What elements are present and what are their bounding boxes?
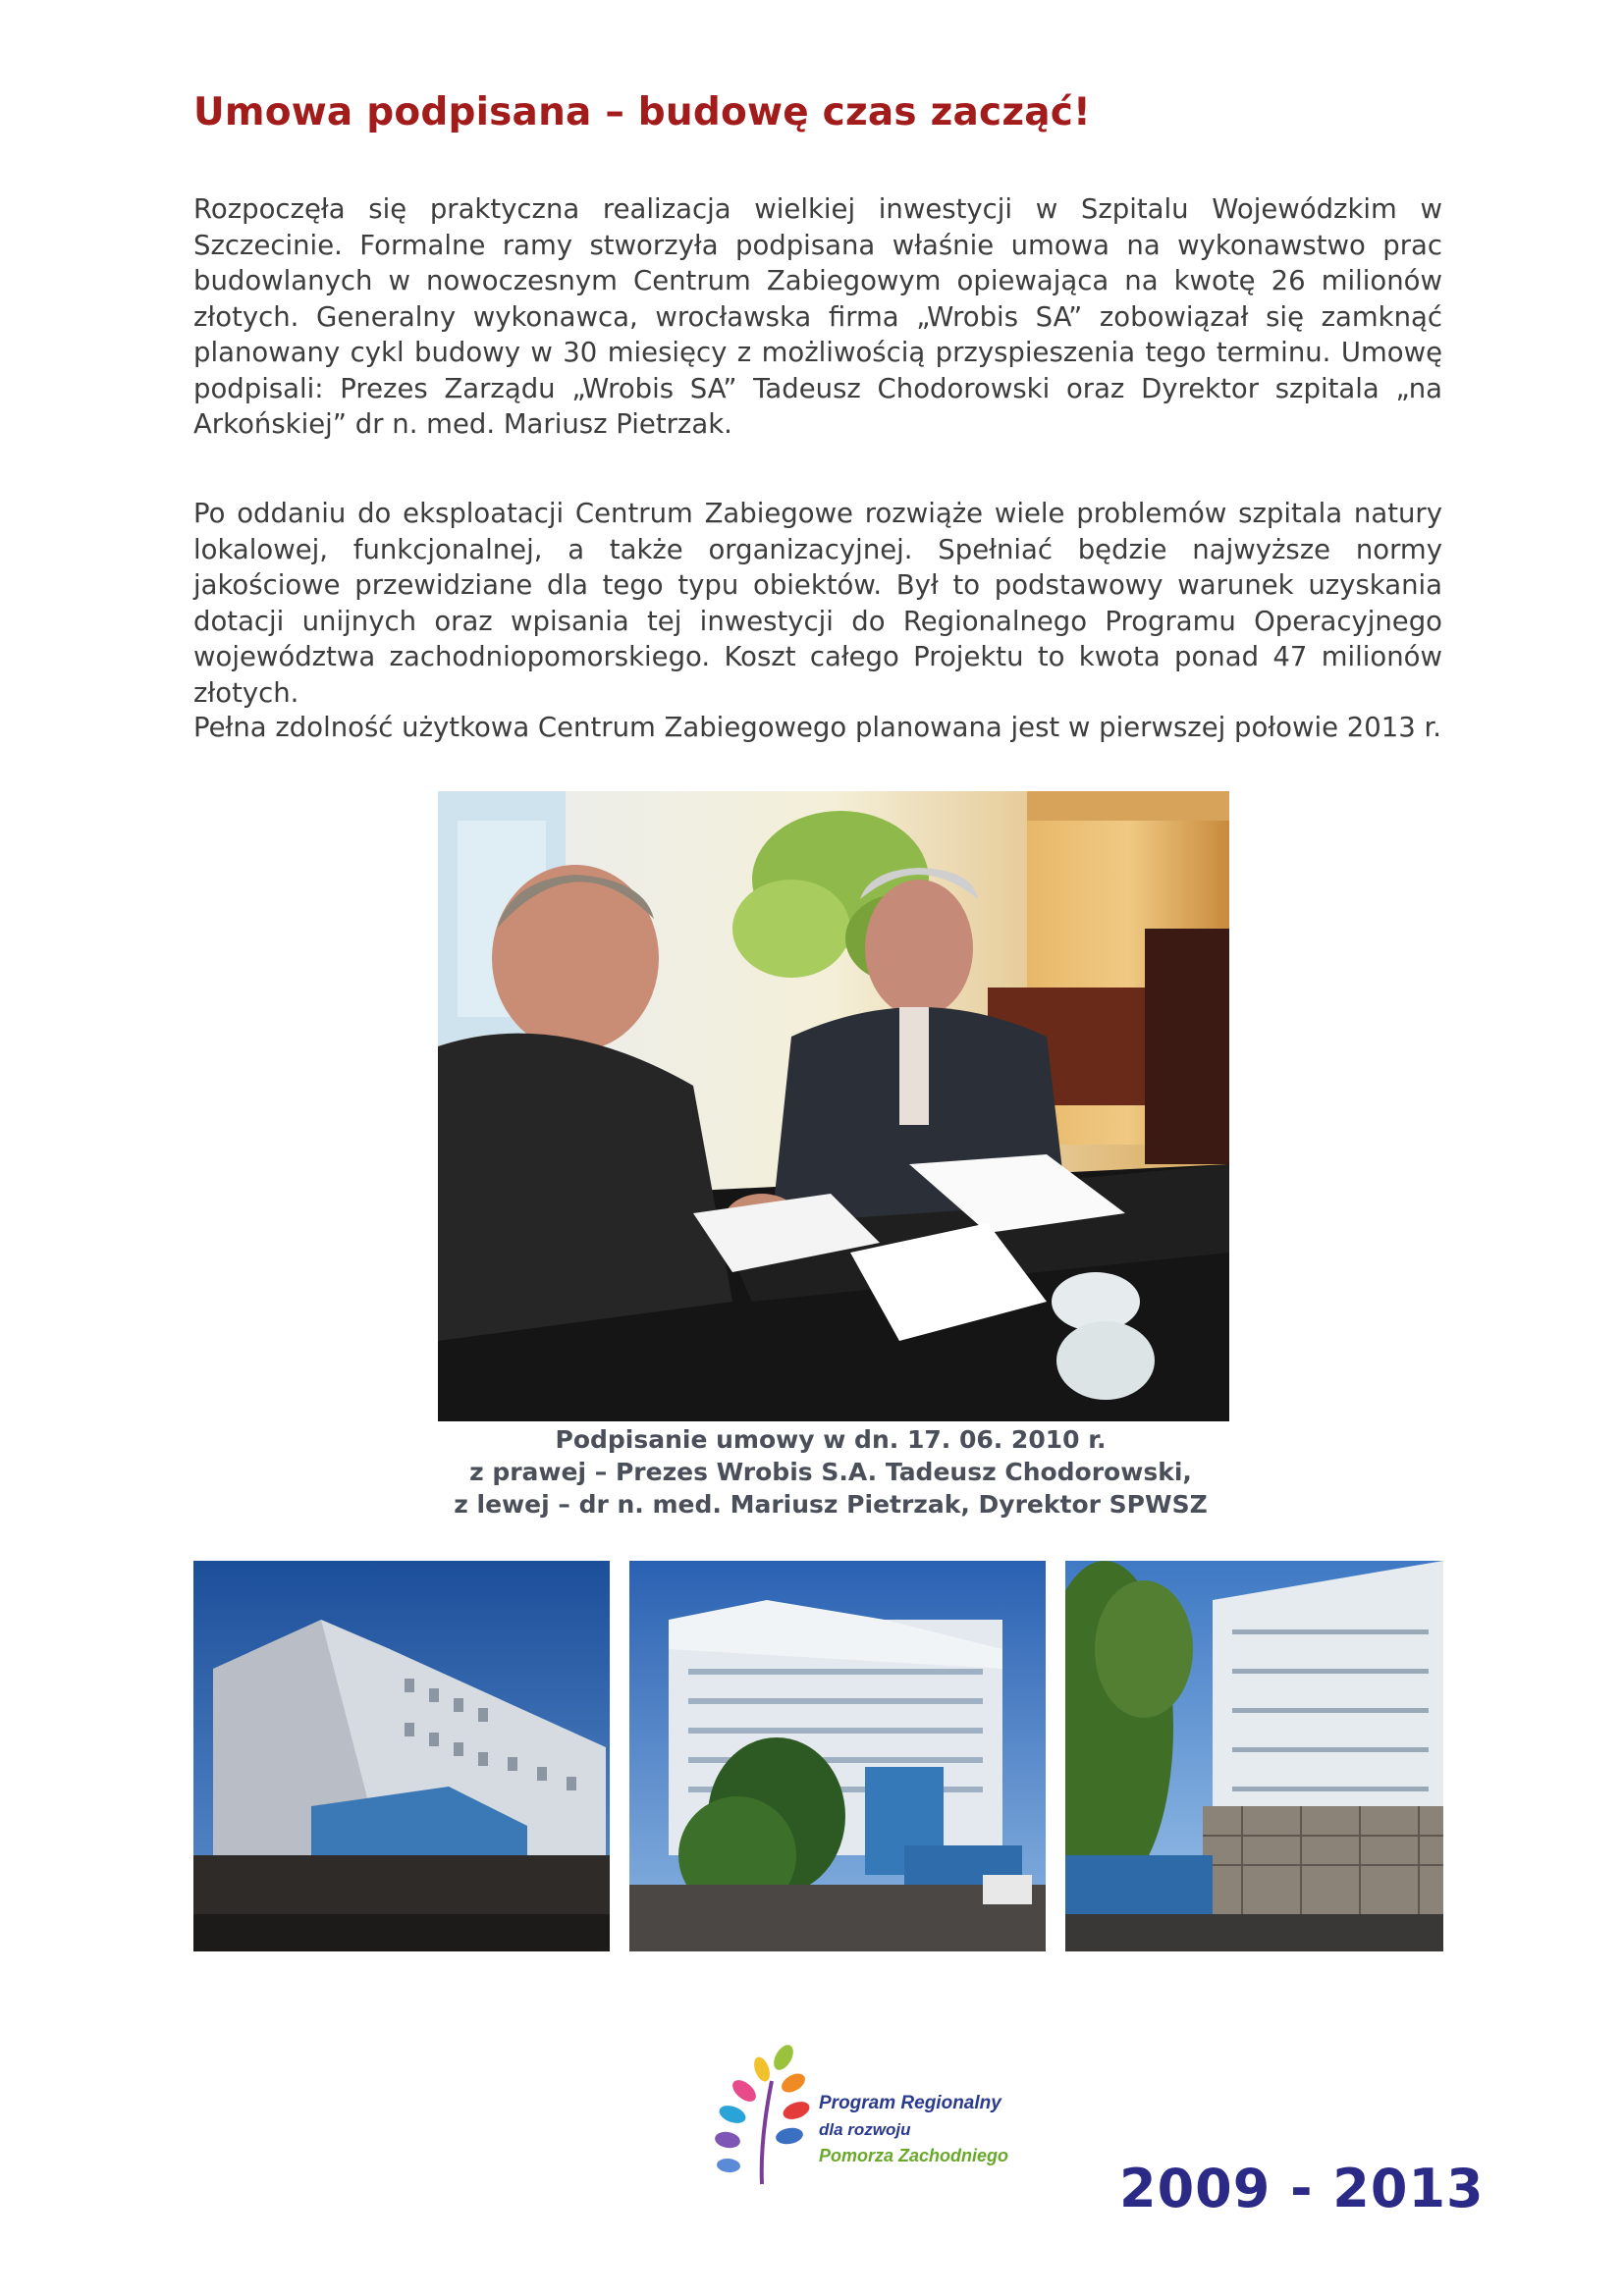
logo-line-2: dla rozwoju <box>819 2120 911 2139</box>
logo-line-1: Program Regionalny <box>819 2093 1001 2113</box>
hospital-building-photo-2 <box>629 1561 1046 1951</box>
program-years: 2009 - 2013 <box>1119 2158 1485 2219</box>
paragraph-intro: Rozpoczęła się praktyczna realizacja wielkiej inwestycji w Szpitalu Wojewódzkim w Szczecinie. Formalne ramy stworzyła podpisana właśnie umowa na wykonawstwo prac budowlanych w nowoczesnym Centrum Zabiegowym opiewająca na kwotę 26 milionów złotych. Generalny wykonawca, wrocławska firma „Wrobis SA” zobowiązał się zamknąć planowany cykl budowy w 30 miesięcy z możliwością przyspieszenia tego terminu. Umowę podpisali: Prezes Zarządu „Wrobis SA” Tadeusz Chodorowski oraz Dyrektor szpitala „na Arkońskiej” dr n. med. Mariusz Pietrzak. <box>193 193 1442 440</box>
hospital-building-photo-1 <box>193 1561 610 1951</box>
logo-line-3: Pomorza Zachodniego <box>819 2146 1009 2165</box>
caption-line-right: z prawej – Prezes Wrobis S.A. Tadeusz Chodorowski, <box>469 1458 1192 1486</box>
signing-photo <box>438 791 1229 1421</box>
paragraph-completion: Pełna zdolność użytkowa Centrum Zabiegowego planowana jest w pierwszej połowie 2013 r. <box>193 712 1442 743</box>
program-regionalny-logo <box>703 2042 1037 2189</box>
paragraph-details: Po oddaniu do eksploatacji Centrum Zabiegowe rozwiąże wiele problemów szpitala natury lokalowej, funkcjonalnej, a także organizacyjnej. Spełniać będzie najwyższe normy jakościowe przewidziane dla tego typu obiektów. Był to podstawowy warunek uzyskania dotacji unijnych oraz wpisania tej inwestycji do Regionalnego Programu Operacyjnego województwa zachodniopomorskiego. Koszt całego Projektu to kwota ponad 47 milionów złotych. <box>193 498 1442 709</box>
caption-line-left: z lewej – dr n. med. Mariusz Pietrzak, Dyrektor SPWSZ <box>454 1490 1208 1519</box>
caption-line-date: Podpisanie umowy w dn. 17. 06. 2010 r. <box>555 1425 1107 1454</box>
leaf-branch-icon <box>703 2042 821 2189</box>
page-title: Umowa podpisana – budowę czas zacząć! <box>193 90 1092 134</box>
photo-caption <box>340 1423 1322 1521</box>
hospital-building-photo-3 <box>1065 1561 1443 1951</box>
